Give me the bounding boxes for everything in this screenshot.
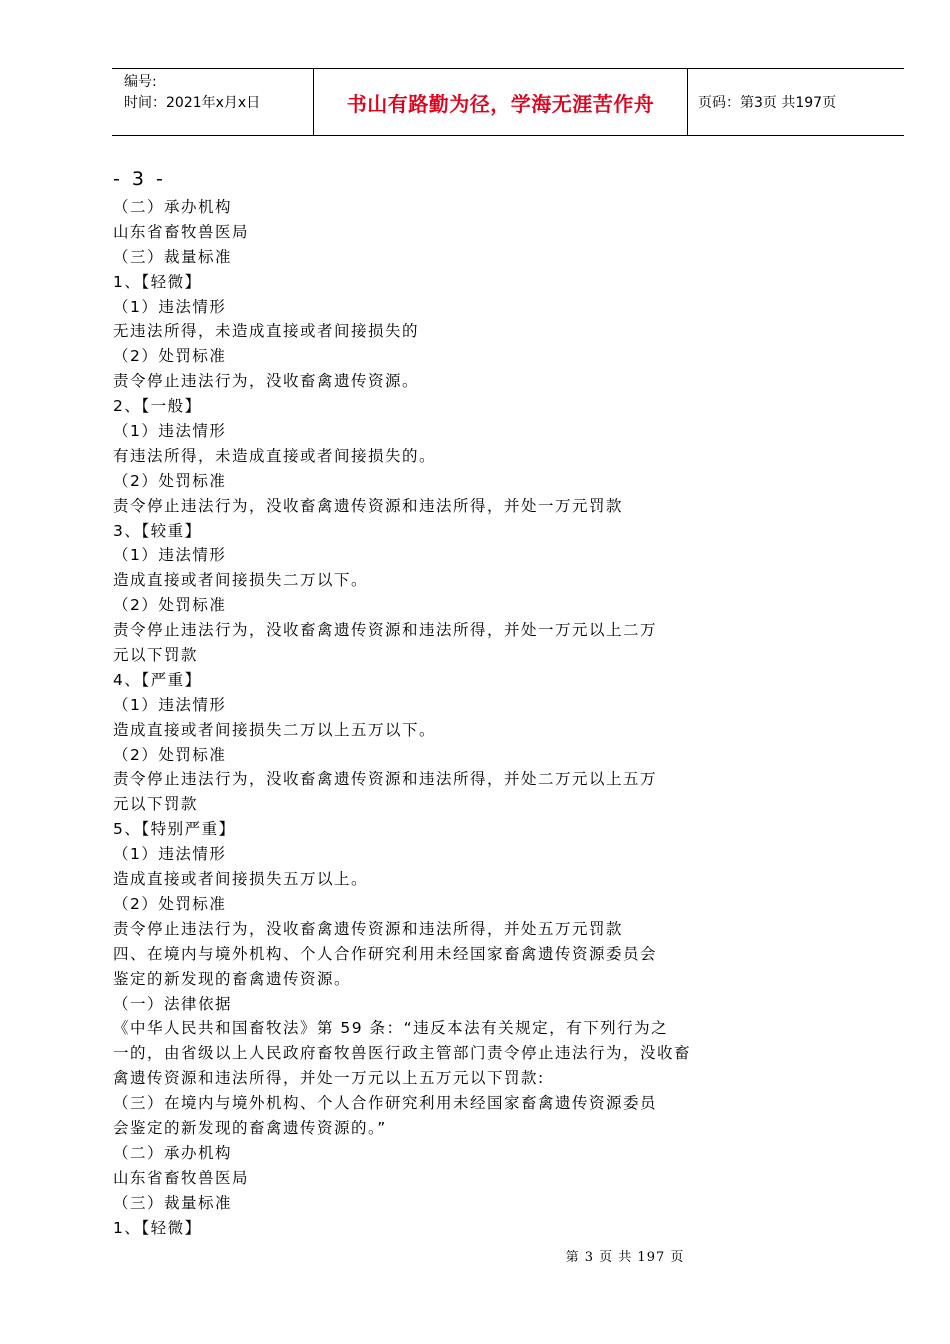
document-time-label: 时间：2021年x月x日 (124, 95, 261, 111)
header-motto: 书山有路勤为径，学海无涯苦作舟 (346, 91, 655, 116)
body-line: 鉴定的新发现的畜禽遗传资源。 (113, 969, 352, 988)
body-line: 山东省畜牧兽医局 (113, 222, 250, 241)
body-line: （二）承办机构 (113, 1143, 233, 1162)
body-line: 元以下罚款 (113, 795, 199, 814)
body-line: 无违法所得，未造成直接或者间接损失的 (113, 322, 420, 341)
body-line: （1）违法情形 (113, 695, 227, 714)
body-line: 责令停止违法行为，没收畜禽遗传资源和违法所得，并处一万元罚款 (113, 496, 624, 515)
body-line: （2）处罚标准 (113, 471, 227, 490)
body-line: 有违法所得，未造成直接或者间接损失的。 (113, 446, 437, 465)
body-line: （1）违法情形 (113, 422, 227, 441)
body-line: （一）法律依据 (113, 994, 233, 1013)
body-line: （1）违法情形 (113, 546, 227, 565)
body-line: （2）处罚标准 (113, 745, 227, 764)
body-line: 会鉴定的新发现的畜禽遗传资源的。” (113, 1118, 387, 1137)
body-line: （2）处罚标准 (113, 347, 227, 366)
header-motto-cell (314, 69, 688, 135)
body-line: 一的，由省级以上人民政府畜牧兽医行政主管部门责令停止违法行为，没收畜 (113, 1044, 692, 1063)
body-line: （2）处罚标准 (113, 894, 227, 913)
body-line: 《中华人民共和国畜牧法》第 59 条：“违反本法有关规定，有下列行为之 (113, 1019, 669, 1038)
document-header (112, 68, 904, 136)
body-line: 1、【轻微】 (113, 272, 202, 291)
body-text (113, 195, 753, 1240)
page-footer: 第 3 页 共 197 页 (565, 1250, 685, 1265)
body-line: 1、【轻微】 (113, 1218, 202, 1237)
document-body (113, 164, 753, 1240)
header-meta-cell (112, 69, 314, 135)
body-line: （1）违法情形 (113, 297, 227, 316)
document-number-label: 编号: (124, 74, 157, 90)
body-line: 元以下罚款 (113, 646, 199, 665)
body-line: （三）裁量标准 (113, 1193, 233, 1212)
body-line: 5、【特别严重】 (113, 820, 236, 839)
body-line: 山东省畜牧兽医局 (113, 1168, 250, 1187)
body-line: 责令停止违法行为，没收畜禽遗传资源和违法所得，并处五万元罚款 (113, 919, 624, 938)
body-line: 责令停止违法行为，没收畜禽遗传资源。 (113, 372, 420, 391)
body-line: （二）承办机构 (113, 198, 233, 216)
body-line: 造成直接或者间接损失五万以上。 (113, 870, 369, 889)
body-line: （三）裁量标准 (113, 247, 233, 266)
body-line: 四、在境内与境外机构、个人合作研究利用未经国家畜禽遗传资源委员会 (113, 944, 658, 963)
body-line: 禽遗传资源和违法所得，并处一万元以上五万元以下罚款: (113, 1069, 545, 1088)
body-line: 责令停止违法行为，没收畜禽遗传资源和违法所得，并处二万元以上五万 (113, 770, 658, 789)
page-number-marker: - 3 - (113, 168, 166, 190)
body-line: （三）在境内与境外机构、个人合作研究利用未经国家畜禽遗传资源委员 (113, 1094, 658, 1113)
body-line: 4、【严重】 (113, 670, 202, 689)
body-line: 3、【较重】 (113, 521, 202, 540)
body-line: 2、【一般】 (113, 397, 202, 416)
body-line: （2）处罚标准 (113, 596, 227, 615)
body-line: 造成直接或者间接损失二万以下。 (113, 571, 369, 590)
body-line: 造成直接或者间接损失二万以上五万以下。 (113, 720, 437, 739)
body-line: （1）违法情形 (113, 845, 227, 864)
body-line: 责令停止违法行为，没收畜禽遗传资源和违法所得，并处一万元以上二万 (113, 621, 658, 640)
header-page-info: 页码：第3页 共197页 (698, 95, 837, 111)
header-page-cell (688, 69, 904, 135)
